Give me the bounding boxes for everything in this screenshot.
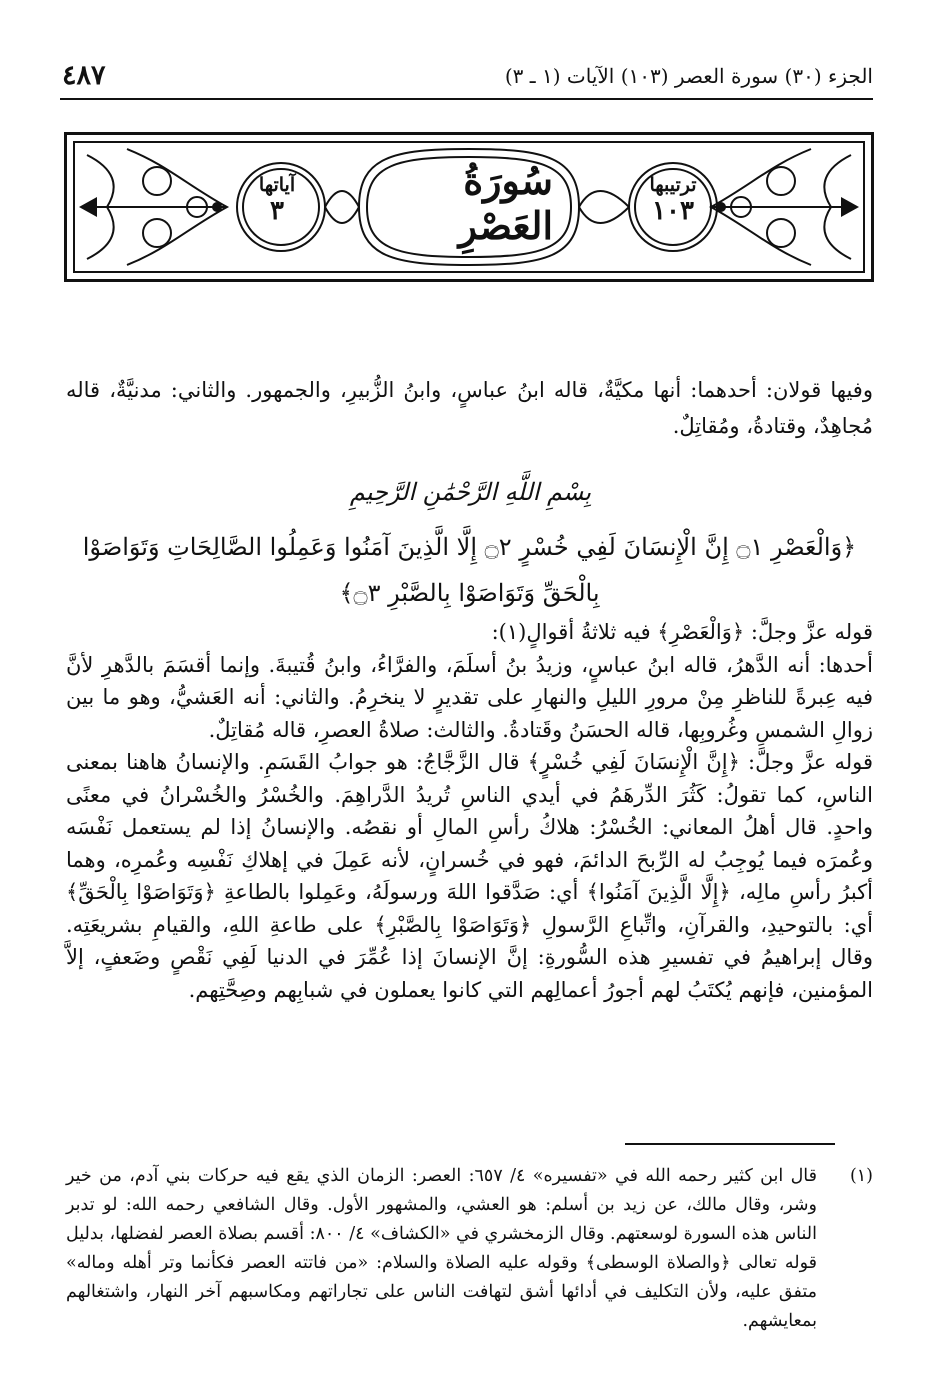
intro-paragraph: وفيها قولان: أحدهما: أنها مكيَّةٌ، قاله ابنُ عباسٍ، وابنُ الزُّبيرِ، والجمهور. والثاني: مدنيَّةٌ، قاله مُجاهِدٌ، وقتادةُ، ومُقاتِلٌ.: [66, 378, 873, 438]
footnote-label: (١): [849, 1166, 873, 1186]
surah-banner: [64, 132, 874, 282]
tafsir-paragraph: قوله عزَّ وجلَّ: ﴿وَالْعَصْرِ﴾ فيه ثلاثةُ أقوالٍ(١):: [491, 620, 873, 644]
footnote-separator: [625, 1143, 835, 1145]
quran-verses: ﴿وَالْعَصْرِ ۝١ إِنَّ الْإِنسَانَ لَفِي خُسْرٍ ۝٢ إِلَّا الَّذِينَ آمَنُوا وَعَمِلُوا الصَّالِحَاتِ وَتَوَاصَوْا بِالْحَقِّ وَتَوَاصَوْا بِالصَّبْرِ ۝٣﴾: [82, 533, 857, 607]
basmala: بِسْمِ اللَّهِ الرَّحْمَٰنِ الرَّحِيمِ: [349, 478, 592, 506]
verses-label: آياتها: [258, 174, 296, 197]
running-header: [60, 58, 873, 100]
running-title: الجزء (٣٠) سورة العصر (١٠٣) الآيات (١ ـ ٣): [504, 64, 873, 88]
tafsir-paragraph: أحدها: أنه الدَّهرُ، قاله ابنُ عباسٍ، وزيدُ بنُ أسلَمَ، والفرَّاءُ، وابنُ قُتيبةَ. وإنما أقسَمَ بالدَّهرِ لأنَّ فيه عِبرةً للناظرِ مِنْ مرورِ الليلِ والنهارِ على تقديرٍ لا ينخرِمُ. والثاني: أنه العَشيُّ، وهو ما بين زوالِ الشمسِ وغُروبِها، قاله الحسَنُ وقَتادةُ. والثالث: صلاةُ العصرِ، قاله مُقاتِلٌ.: [66, 652, 873, 742]
page-number: ٤٨٧: [62, 60, 106, 91]
order-label: ترتيبها: [649, 174, 697, 197]
order-value: ١٠٣: [652, 195, 694, 226]
footnote-text: قال ابن كثير رحمه الله في «تفسيره» ٤/ ٦٥٧: العصر: الزمان الذي يقع فيه حركات بني آدم، من خير وشر، وقال مالك، عن زيد بن أسلم: هو العشي، والمشهور الأول. وقال الشافعي رحمه الله: لو تدبر الناس هذه السورة لوسعتهم. وقال الزمخشري في «الكشاف» ٤/ ٨٠٠: أقسم بصلاة العصر لفضلها، بدليل قوله تعالى ﴿والصلاة الوسطى﴾ وقوله عليه الصلاة والسلام: «من فاتته العصر فكأنما وتر أهله وماله» متفق عليه، ولأن التكليف في أدائها أشق لتهافت الناس على تجاراتهم ومكاسبهم آخر النهار، واشتغالهم بمعايشهم.: [66, 1166, 817, 1331]
footnote: [66, 1162, 873, 1336]
tafsir-body: [66, 616, 873, 1006]
surah-order-medallion: [629, 155, 717, 247]
surah-title: سُورَةُ العَصْرِ: [458, 158, 553, 248]
verses-value: ٣: [270, 195, 284, 226]
verses-count-medallion: [233, 155, 321, 247]
tafsir-paragraph: قوله عزَّ وجلَّ: ﴿إِنَّ الْإِنسَانَ لَفِي خُسْرٍ﴾ قال الزَّجَّاجُ: هو جوابُ القَسَمِ. والإنسانُ هاهنا بمعنى الناسِ، كما تقولُ: كَثُرَ الدِّرهَمُ في أيدي الناسِ تُريدُ الدَّراهِمَ. والخُسْرُ والخُسْرانُ في معنًى واحدٍ. قال أهلُ المعاني: الخُسْرُ: هلاكُ رأسِ المالِ أو نقصُه. والإنسانُ إذا لم يستعمل نَفْسَه وعُمرَه فيما يُوجِبُ له الرِّبحَ الدائمَ، فهو في خُسرانٍ، لأنه عَمِلَ في إهلاكِ نَفْسِه وعُمرِه، وهما أكبرُ رأسِ مالِه، ﴿إِلَّا الَّذِينَ آمَنُوا﴾ أي: صَدَّقوا اللهَ ورسولَهُ، وعَمِلوا بالطاعةِ ﴿وَتَوَاصَوْا بِالْحَقِّ﴾ أي: بالتوحيدِ، والقرآنِ، واتِّباعِ الرَّسولِ ﴿وَتَوَاصَوْا بِالصَّبْرِ﴾ على طاعةِ اللهِ، والقيامِ بشريعَتِه. وقال إبراهيمُ في تفسيرِ هذه السُّورةِ: إنَّ الإنسانَ إذا عُمِّرَ في الدنيا لَفِي نَقْصٍ وضَعفٍ، إلاَّ المؤمنين، فإنهم يُكتَبُ لهم أجورُ أعمالِهم التي كانوا يعملون في شبابِهم وصِحَّتِهم.: [66, 750, 873, 1002]
